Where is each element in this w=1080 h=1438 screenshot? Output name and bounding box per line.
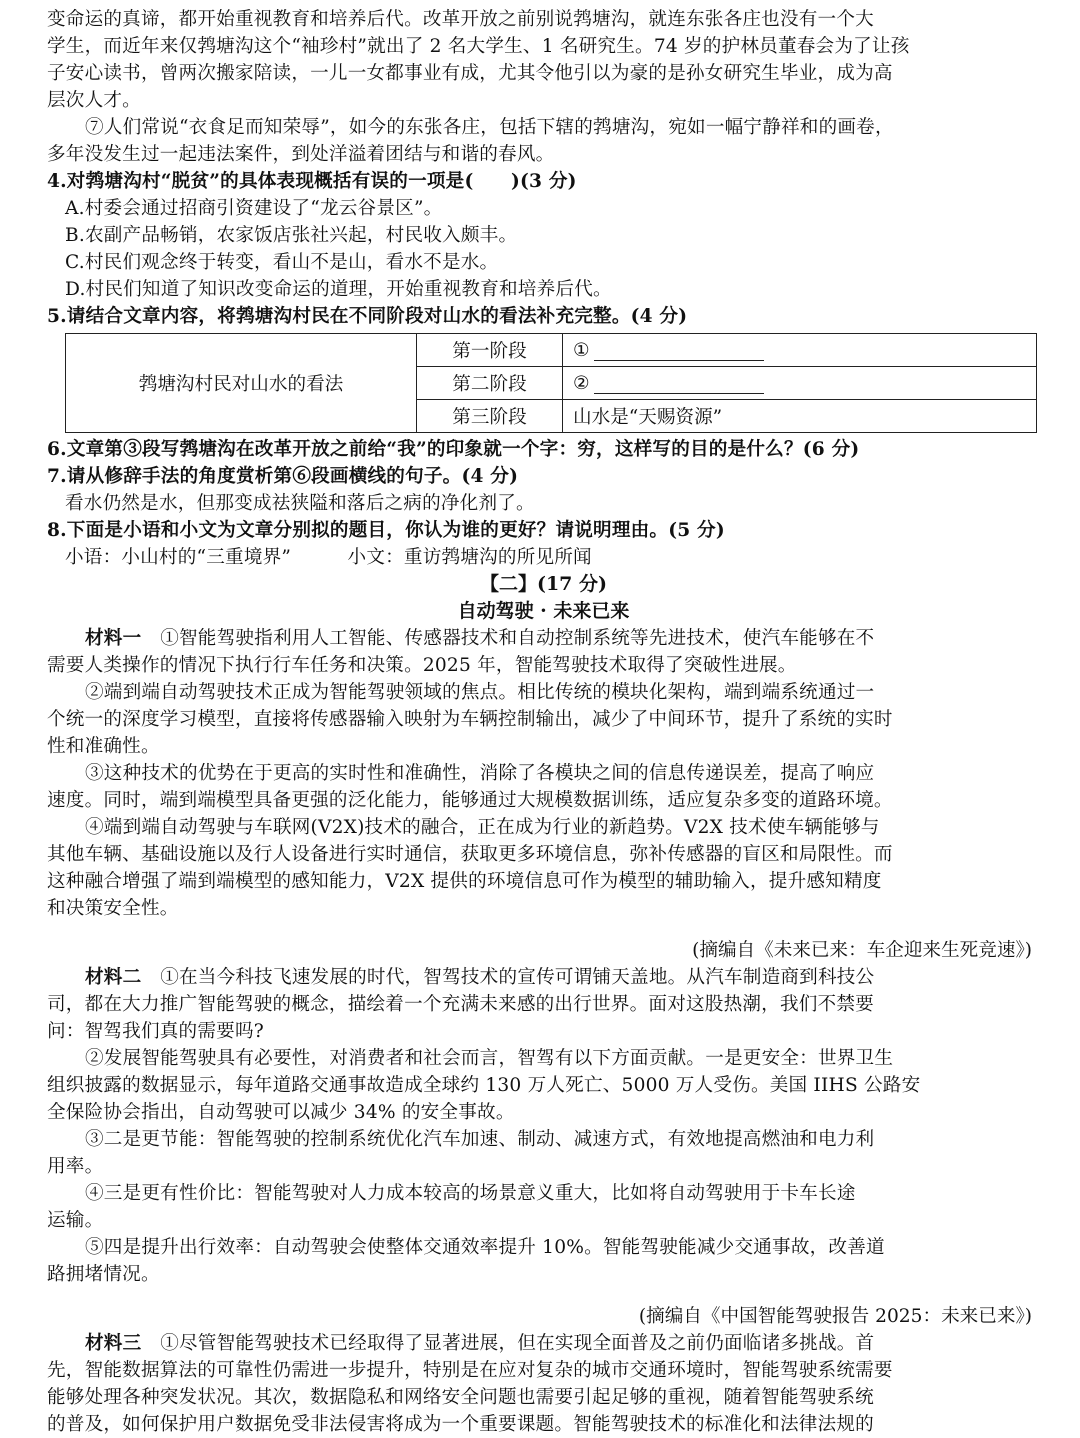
candidate-titles: 小语：小山村的“三重境界” 小文：重访鹁塘沟的所见所闻 — [65, 547, 592, 568]
material-1 — [47, 625, 1040, 964]
text-line: ①尽管智能驾驶技术已经取得了显著进展，但在实现全面普及之前仍面临诸多挑战。首 — [160, 1333, 875, 1354]
text-line: 用率。 — [47, 1156, 104, 1177]
question-stem: 4.对鹁塘沟村“脱贫”的具体表现概括有误的一项是( )(3 分) — [47, 171, 577, 192]
text-line: 其他车辆、基础设施以及行人设备进行实时通信，获取更多环境信息，弥补传感器的盲区和局限性。而 — [47, 844, 893, 865]
paragraph-7-line: 多年没发生过一起违法案件，到处洋溢着团结与和谐的春风。 — [47, 144, 555, 165]
question-stem: 7.请从修辞手法的角度赏析第⑥段画横线的句子。(4 分) — [47, 466, 519, 487]
option-a: A.村委会通过招商引资建设了“龙云谷景区”。 — [65, 198, 443, 219]
material-label: 材料一 — [85, 628, 142, 649]
table-label: 鹁塘沟村民对山水的看法 — [66, 334, 417, 433]
answer-blank[interactable] — [594, 340, 764, 361]
material-label: 材料二 — [85, 967, 142, 988]
text-line: 运输。 — [47, 1210, 104, 1231]
answer-1: ① — [573, 339, 590, 361]
text-line: 组织披露的数据显示，每年道路交通事故造成全球约 130 万人死亡、5000 万人受伤。美国 IIHS 公路安 — [47, 1075, 921, 1096]
section-header: 【二】(17 分) — [479, 573, 608, 595]
question-5 — [47, 303, 1040, 433]
option-b: B.农副产品畅销，农家饭店张社兴起，村民收入颇丰。 — [65, 225, 518, 246]
material-3 — [47, 1330, 1040, 1438]
question-stem: 8.下面是小语和小文为文章分别拟的题目，你认为谁的更好？请说明理由。(5 分) — [47, 520, 725, 541]
text-line: 的普及，如何保护用户数据免受非法侵害将成为一个重要课题。智能驾驶技术的标准化和法律法规的 — [47, 1414, 874, 1435]
section-title: 自动驾驶 · 未来已来 — [457, 600, 630, 622]
text-line: ③二是更节能：智能驾驶的控制系统优化汽车加速、制动、减速方式，有效地提高燃油和电力利 — [85, 1129, 875, 1150]
text-line: 这种融合增强了端到端模型的感知能力，V2X 提供的环境信息可作为模型的辅助输入，提升感知精度 — [47, 871, 882, 892]
stage-2: 第二阶段 — [417, 367, 563, 400]
answer-cell-3: 山水是“天赐资源” — [563, 400, 1037, 433]
question-6: 6.文章第③段写鹁塘沟在改革开放之前给“我”的印象就一个字：穷，这样写的目的是什么？(6 分) — [47, 439, 860, 460]
text-line: ①在当今科技飞速发展的时代，智驾技术的宣传可谓铺天盖地。从汽车制造商到科技公 — [160, 967, 875, 988]
text-line: 能够处理各种突发状况。其次，数据隐私和网络安全问题也需要引起足够的重视，随着智能驾驶系统 — [47, 1387, 874, 1408]
stage-table — [65, 333, 1037, 433]
option-c: C.村民们观念终于转变，看山不是山，看水不是水。 — [65, 252, 499, 273]
passage-continuation — [47, 6, 1040, 168]
text-line: ⑤四是提升出行效率：自动驾驶会使整体交通效率提升 10%。智能驾驶能减少交通事故，改善道 — [85, 1237, 885, 1258]
text-line: 全保险协会指出，自动驾驶可以减少 34% 的安全事故。 — [47, 1102, 515, 1123]
text-line: ④三是更有性价比：智能驾驶对人力成本较高的场景意义重大，比如将自动驾驶用于卡车长途 — [85, 1183, 856, 1204]
text-line: 速度。同时，端到端模型具备更强的泛化能力，能够通过大规模数据训练，适应复杂多变的道路环境。 — [47, 790, 893, 811]
text-line: ③这种技术的优势在于更高的实时性和准确性，消除了各模块之间的信息传递误差，提高了响应 — [85, 763, 875, 784]
source-citation: (摘编自《未来已来：车企迎来生死竞速》) — [692, 940, 1032, 961]
option-d: D.村民们知道了知识改变命运的道理，开始重视教育和培养后代。 — [65, 279, 612, 300]
question-4 — [47, 168, 1040, 303]
text-line: 路拥堵情况。 — [47, 1264, 160, 1285]
text-line: 问：智驾我们真的需要吗? — [47, 1021, 264, 1042]
text-line: 变命运的真谛，都开始重视教育和培养后代。改革开放之前别说鹁塘沟，就连东张各庄也没有一个大 — [47, 9, 874, 30]
text-line: 先，智能数据算法的可靠性仍需进一步提升，特别是在应对复杂的城市交通环境时，智能驾驶系统需要 — [47, 1360, 893, 1381]
material-label: 材料三 — [85, 1333, 142, 1354]
text-line: 层次人才。 — [47, 90, 141, 111]
text-line: 需要人类操作的情况下执行行车任务和决策。2025 年，智能驾驶技术取得了突破性进展。 — [47, 655, 797, 676]
stage-3: 第三阶段 — [417, 400, 563, 433]
text-line: 性和准确性。 — [47, 736, 160, 757]
text-line: 子安心读书，曾两次搬家陪读，一儿一女都事业有成，尤其令他引以为豪的是孙女研究生毕业，成为高 — [47, 63, 893, 84]
question-stem: 5.请结合文章内容，将鹁塘沟村民在不同阶段对山水的看法补充完整。(4 分) — [47, 306, 688, 327]
text-line: 个统一的深度学习模型，直接将传感器输入映射为车辆控制输出，减少了中间环节，提升了系统的实时 — [47, 709, 893, 730]
answer-cell-1[interactable] — [563, 334, 1037, 367]
stage-1: 第一阶段 — [417, 334, 563, 367]
question-8 — [47, 517, 1040, 571]
paragraph-7-line: ⑦人们常说“衣食足而知荣辱”，如今的东张各庄，包括下辖的鹁塘沟，宛如一幅宁静祥和的画卷， — [85, 117, 894, 138]
question-7 — [47, 463, 1040, 517]
answer-cell-2[interactable] — [563, 367, 1037, 400]
source-citation: (摘编自《中国智能驾驶报告 2025：未来已来》) — [638, 1306, 1032, 1327]
text-line: 和决策安全性。 — [47, 898, 179, 919]
text-line: ②端到端自动驾驶技术正成为智能驾驶领域的焦点。相比传统的模块化架构，端到端系统通过一 — [85, 682, 875, 703]
text-line: 学生，而近年来仅鹁塘沟这个“袖珍村”就出了 2 名大学生、1 名研究生。74 岁的护林员董春会为了让孩 — [47, 36, 910, 57]
text-line: ②发展智能驾驶具有必要性，对消费者和社会而言，智驾有以下方面贡献。一是更安全：世界卫生 — [85, 1048, 894, 1069]
answer-2: ② — [573, 372, 590, 394]
text-line: ④端到端自动驾驶与车联网(V2X)技术的融合，正在成为行业的新趋势。V2X 技术使车辆能够与 — [85, 817, 880, 838]
material-2 — [47, 964, 1040, 1330]
quoted-sentence: 看水仍然是水，但那变成祛狭隘和落后之病的净化剂了。 — [65, 493, 535, 514]
text-line: ①智能驾驶指利用人工智能、传感器技术和自动控制系统等先进技术，使汽车能够在不 — [160, 628, 875, 649]
text-line: 司，都在大力推广智能驾驶的概念，描绘着一个充满未来感的出行世界。面对这股热潮，我们不禁要 — [47, 994, 874, 1015]
answer-blank[interactable] — [594, 373, 764, 394]
